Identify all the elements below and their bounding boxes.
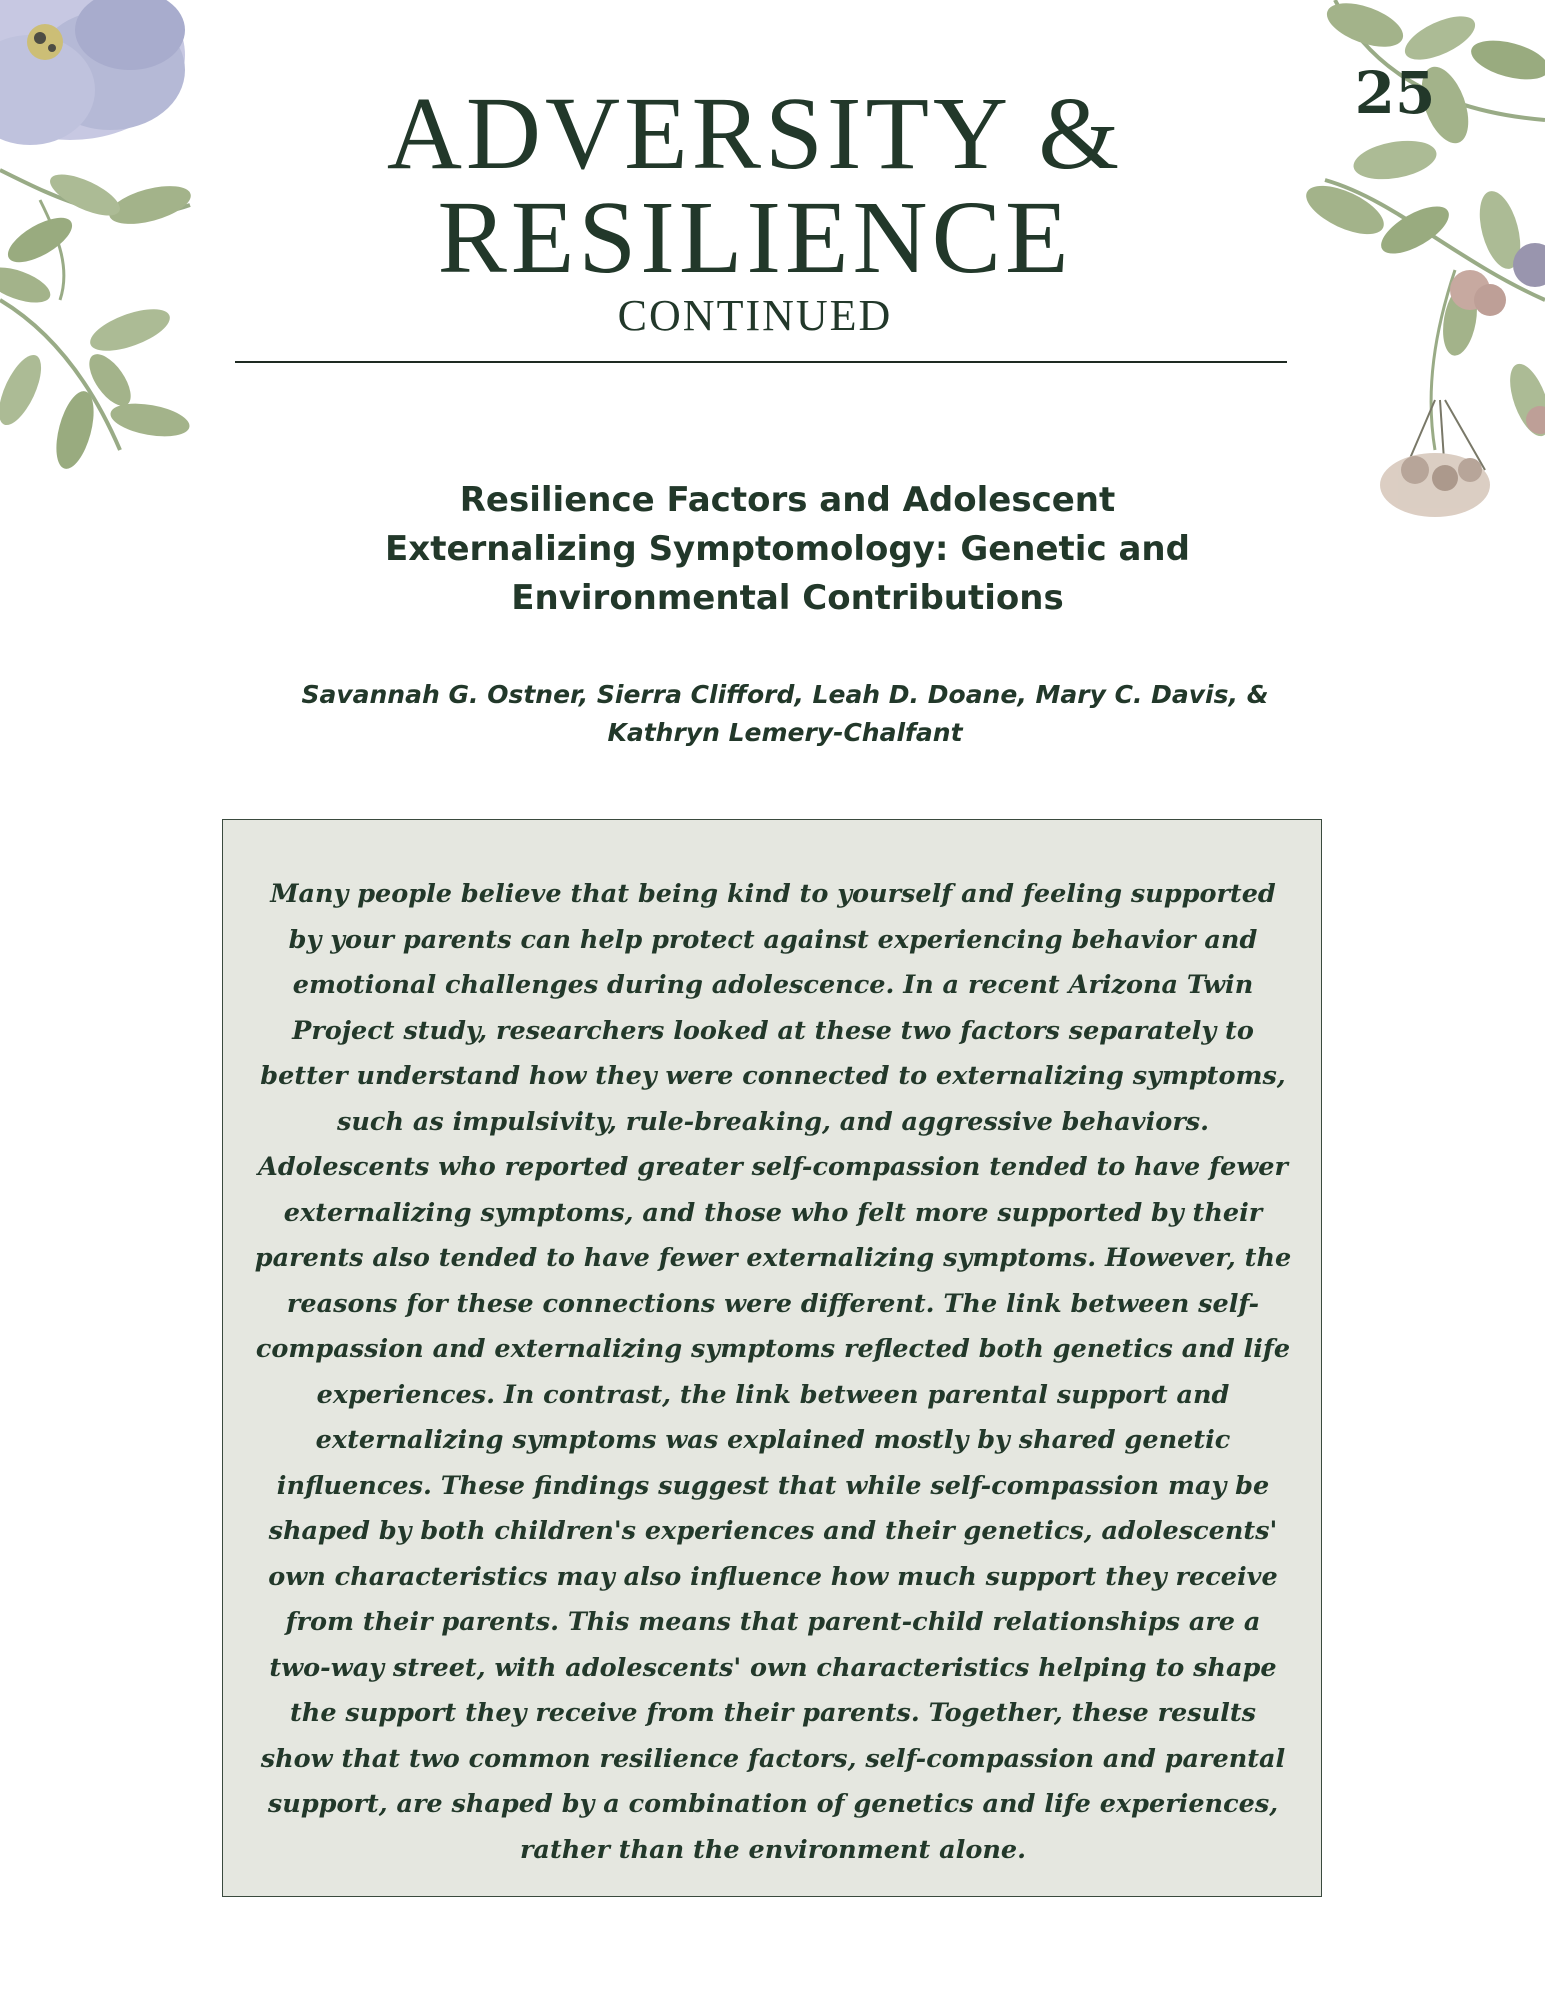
floral-decoration-top-left-icon xyxy=(0,0,230,500)
header-divider xyxy=(235,361,1287,363)
article-title: Resilience Factors and Adolescent Externalizing Symptomology: Genetic and Environmental Contributions xyxy=(385,480,1190,618)
section-subtitle: CONTINUED xyxy=(617,291,893,340)
section-title-line-1: ADVERSITY & xyxy=(386,76,1124,191)
article-authors xyxy=(290,676,1280,752)
page-number: 25 xyxy=(1354,59,1436,127)
section-title-line-2: RESILIENCE xyxy=(437,180,1073,295)
section-header xyxy=(230,76,1280,340)
authors-line-2: Kathryn Lemery-Chalfant xyxy=(607,718,963,747)
summary-text: Many people believe that being kind to yourself and feeling supported by your parents can help protect against experiencing behavior and emotional challenges during adolescence. In a recent Arizona Twin Project study, researchers looked at these two factors separately to better understand how they were connected to externalizing symptoms, such as impulsivity, rule-breaking, and aggressive behaviors. Adolescents who reported greater self-compassion tended to have fewer externalizing symptoms, and those who felt more supported by their parents also tended to have fewer externalizing symptoms. However, the reasons for these connections were different. The link between self-compassion and externalizing symptoms reflected both genetics and life experiences. In contrast, the link between parental support and externalizing symptoms was explained mostly by shared genetic influences. These findings suggest that while self-compassion may be shaped by both children's experiences and their genetics, adolescents' own characteristics may also influence how much support they receive from their parents. This means that parent-child relationships are a two-way street, with adolescents' own characteristics helping to shape the support they receive from their parents. Together, these results show that two common resilience factors, self-compassion and parental support, are shaped by a combination of genetics and life experiences, rather than the environment alone. xyxy=(254,879,1292,1865)
summary-box xyxy=(222,819,1322,1897)
authors-line-1: Savannah G. Ostner, Sierra Clifford, Leah D. Doane, Mary C. Davis, & xyxy=(301,680,1269,709)
